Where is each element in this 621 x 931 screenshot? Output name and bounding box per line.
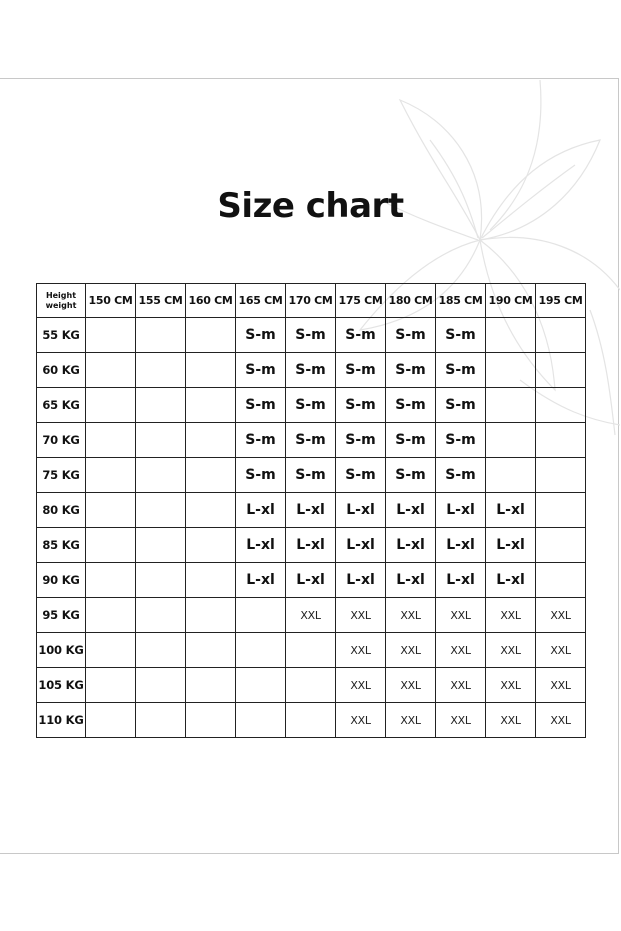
table-row (37, 563, 586, 598)
weight-label: 70 KG (37, 423, 86, 458)
size-cell (136, 493, 186, 528)
size-cell: S-m (286, 423, 336, 458)
size-cell: XXL (386, 598, 436, 633)
size-cell (236, 598, 286, 633)
size-chart-table (36, 283, 586, 738)
size-cell: S-m (436, 318, 486, 353)
weight-label: 80 KG (37, 493, 86, 528)
size-cell: L-xl (236, 493, 286, 528)
weight-label: 105 KG (37, 668, 86, 703)
size-cell: S-m (436, 423, 486, 458)
size-cell (86, 633, 136, 668)
weight-label: 110 KG (37, 703, 86, 738)
size-cell: XXL (436, 633, 486, 668)
corner-height-label: Height (45, 290, 77, 300)
size-cell (186, 703, 236, 738)
size-cell: XXL (536, 668, 586, 703)
size-cell (86, 318, 136, 353)
size-cell (186, 388, 236, 423)
size-cell: L-xl (386, 563, 436, 598)
size-cell (286, 633, 336, 668)
height-header: 195 CM (536, 284, 586, 318)
height-header: 155 CM (136, 284, 186, 318)
size-cell: S-m (336, 423, 386, 458)
weight-label: 95 KG (37, 598, 86, 633)
size-cell (186, 633, 236, 668)
size-cell (136, 458, 186, 493)
size-cell (536, 493, 586, 528)
size-cell: S-m (386, 318, 436, 353)
size-cell (486, 423, 536, 458)
size-cell (186, 563, 236, 598)
table-row (37, 423, 586, 458)
size-cell: S-m (236, 353, 286, 388)
weight-label: 75 KG (37, 458, 86, 493)
corner-cell (37, 284, 86, 318)
size-cell: XXL (536, 703, 586, 738)
height-header: 180 CM (386, 284, 436, 318)
height-header: 150 CM (86, 284, 136, 318)
height-header: 165 CM (236, 284, 286, 318)
size-cell: S-m (236, 458, 286, 493)
weight-label: 100 KG (37, 633, 86, 668)
size-cell: L-xl (286, 528, 336, 563)
size-cell (136, 633, 186, 668)
size-cell (536, 318, 586, 353)
size-cell (486, 388, 536, 423)
size-cell (136, 353, 186, 388)
size-cell: XXL (386, 633, 436, 668)
size-cell (136, 598, 186, 633)
table-row (37, 528, 586, 563)
size-cell: S-m (386, 353, 436, 388)
size-cell: L-xl (236, 563, 286, 598)
size-cell (136, 423, 186, 458)
size-cell: L-xl (386, 528, 436, 563)
size-cell (286, 668, 336, 703)
height-header: 170 CM (286, 284, 336, 318)
size-cell: XXL (486, 598, 536, 633)
size-cell: L-xl (486, 528, 536, 563)
weight-label: 65 KG (37, 388, 86, 423)
table-row (37, 633, 586, 668)
size-cell: S-m (286, 458, 336, 493)
size-cell: XXL (336, 633, 386, 668)
size-cell (86, 563, 136, 598)
size-cell: L-xl (436, 563, 486, 598)
size-cell: XXL (536, 598, 586, 633)
size-cell (536, 528, 586, 563)
size-cell: S-m (386, 388, 436, 423)
size-cell (86, 458, 136, 493)
size-cell: XXL (436, 598, 486, 633)
size-cell (136, 388, 186, 423)
size-cell: XXL (286, 598, 336, 633)
size-cell: L-xl (336, 563, 386, 598)
size-cell (536, 563, 586, 598)
size-cell: S-m (436, 388, 486, 423)
size-cell: S-m (236, 423, 286, 458)
size-cell: S-m (286, 318, 336, 353)
size-cell: S-m (336, 353, 386, 388)
corner-weight-label: weight (45, 300, 77, 310)
size-cell: XXL (336, 703, 386, 738)
size-cell: XXL (536, 633, 586, 668)
size-cell: XXL (386, 668, 436, 703)
size-cell (486, 318, 536, 353)
size-cell (236, 703, 286, 738)
size-cell: L-xl (386, 493, 436, 528)
size-cell (186, 493, 236, 528)
size-cell (86, 598, 136, 633)
size-cell (136, 528, 186, 563)
height-header: 190 CM (486, 284, 536, 318)
size-cell (86, 388, 136, 423)
size-cell: S-m (386, 458, 436, 493)
size-cell (186, 598, 236, 633)
weight-label: 85 KG (37, 528, 86, 563)
table-row (37, 353, 586, 388)
size-cell: L-xl (336, 528, 386, 563)
size-cell: S-m (236, 388, 286, 423)
size-cell: XXL (436, 703, 486, 738)
size-cell: S-m (236, 318, 286, 353)
size-cell (536, 423, 586, 458)
size-cell: XXL (436, 668, 486, 703)
size-cell (86, 668, 136, 703)
weight-label: 60 KG (37, 353, 86, 388)
size-cell: L-xl (336, 493, 386, 528)
size-cell: S-m (436, 458, 486, 493)
size-cell: S-m (336, 458, 386, 493)
size-cell: L-xl (486, 563, 536, 598)
size-cell (186, 528, 236, 563)
size-cell: XXL (336, 598, 386, 633)
size-cell (86, 528, 136, 563)
page-title: Size chart (217, 186, 404, 226)
size-cell: XXL (486, 633, 536, 668)
size-cell (136, 563, 186, 598)
size-cell (86, 353, 136, 388)
table-row (37, 668, 586, 703)
height-header: 160 CM (186, 284, 236, 318)
size-cell (486, 458, 536, 493)
size-cell (86, 423, 136, 458)
weight-label: 55 KG (37, 318, 86, 353)
table-row (37, 493, 586, 528)
table-row (37, 703, 586, 738)
size-cell: XXL (386, 703, 436, 738)
size-cell (536, 388, 586, 423)
size-cell (136, 668, 186, 703)
weight-label: 90 KG (37, 563, 86, 598)
table-row (37, 318, 586, 353)
size-cell (536, 353, 586, 388)
size-cell (236, 668, 286, 703)
size-cell (186, 353, 236, 388)
size-cell (186, 423, 236, 458)
size-cell (486, 353, 536, 388)
table-row (37, 388, 586, 423)
size-cell: S-m (436, 353, 486, 388)
size-cell: XXL (336, 668, 386, 703)
size-cell (136, 703, 186, 738)
size-cell: XXL (486, 703, 536, 738)
size-cell: S-m (336, 388, 386, 423)
size-cell (186, 458, 236, 493)
size-cell (186, 318, 236, 353)
size-cell: S-m (386, 423, 436, 458)
table-row (37, 598, 586, 633)
height-header: 185 CM (436, 284, 486, 318)
size-cell: L-xl (436, 528, 486, 563)
size-cell (86, 703, 136, 738)
size-cell (286, 703, 336, 738)
size-cell (536, 458, 586, 493)
size-cell: S-m (286, 388, 336, 423)
size-cell (136, 318, 186, 353)
size-cell: L-xl (486, 493, 536, 528)
size-cell: S-m (336, 318, 386, 353)
size-cell (236, 633, 286, 668)
size-cell (186, 668, 236, 703)
size-cell: L-xl (286, 493, 336, 528)
header-row (37, 284, 586, 318)
size-cell: L-xl (436, 493, 486, 528)
size-cell: S-m (286, 353, 336, 388)
size-cell (86, 493, 136, 528)
table-row (37, 458, 586, 493)
size-cell: L-xl (286, 563, 336, 598)
height-header: 175 CM (336, 284, 386, 318)
size-cell: XXL (486, 668, 536, 703)
size-cell: L-xl (236, 528, 286, 563)
